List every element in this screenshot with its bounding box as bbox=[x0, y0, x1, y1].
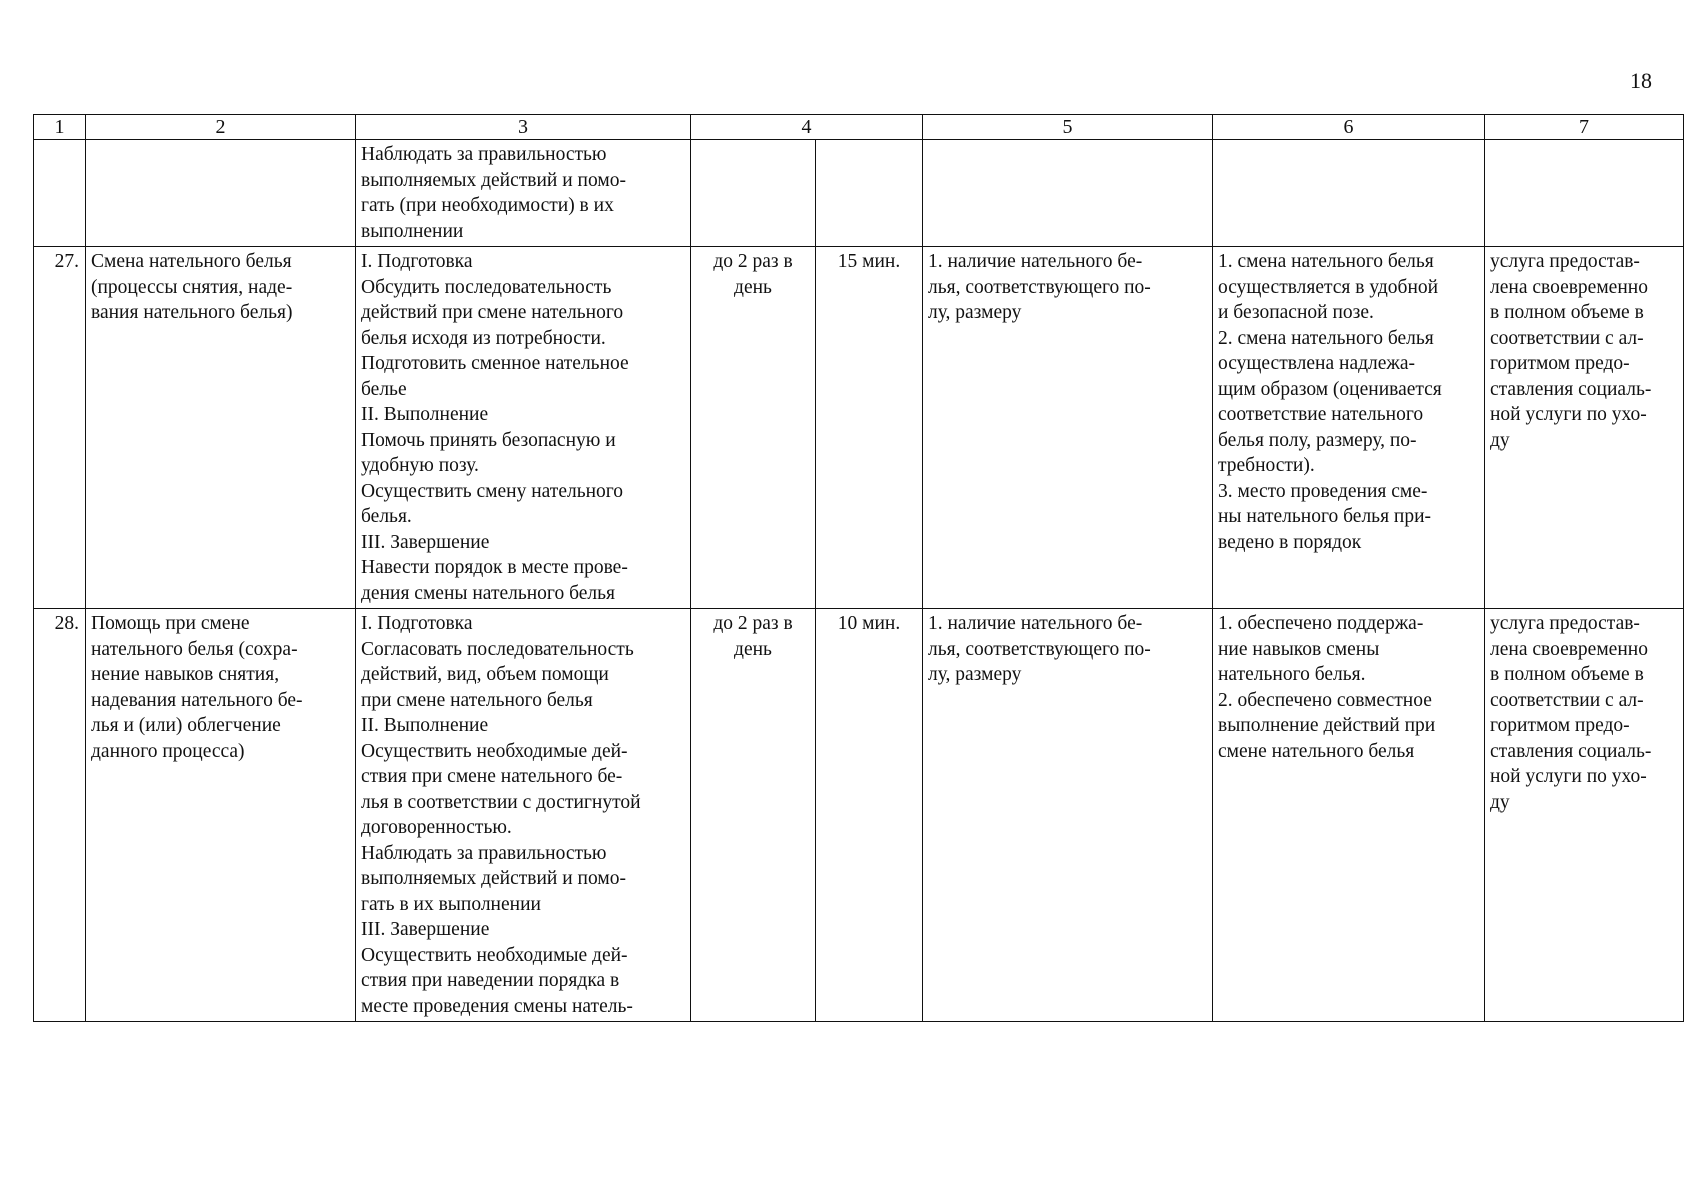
text-line: и безопасной позе. bbox=[1218, 302, 1374, 323]
text-line: лу, размеру bbox=[928, 302, 1022, 323]
text-line: при смене нательного белья bbox=[361, 689, 593, 711]
text-line: Навести порядок в месте прове- bbox=[361, 557, 628, 578]
text-line: белья полу, размеру, по- bbox=[1218, 429, 1417, 451]
text-line: горитмом предо- bbox=[1490, 353, 1630, 374]
text-line: осуществлена надлежа- bbox=[1218, 353, 1416, 374]
text-line: III. Завершение bbox=[361, 919, 490, 940]
text-line: 1. наличие нательного бе- bbox=[928, 251, 1143, 272]
duration-cell: 15 мин. bbox=[816, 247, 923, 609]
text-line: до 2 раз в bbox=[713, 613, 793, 634]
text-line: выполняемых действий и помо- bbox=[361, 169, 626, 191]
text-line: соответствии с ал- bbox=[1490, 689, 1644, 711]
result-cell bbox=[1485, 247, 1684, 609]
text-line: Смена нательного белья bbox=[91, 251, 292, 272]
text-line: лья, соответствующего по- bbox=[928, 638, 1151, 660]
text-line: месте проведения смены натель- bbox=[361, 995, 633, 1017]
text-line: ставления социаль- bbox=[1490, 378, 1652, 400]
text-line: гать (при необходимости) в их bbox=[361, 195, 614, 216]
text-line: лья и (или) облегчение bbox=[91, 715, 281, 736]
conditions-cell bbox=[923, 247, 1213, 609]
text-line: ствия при наведении порядка в bbox=[361, 970, 620, 991]
header-col-2: 2 bbox=[86, 115, 356, 140]
table-row bbox=[34, 609, 1684, 1022]
text-line: 1. обеспечено поддержа- bbox=[1218, 613, 1424, 634]
frequency-cell bbox=[691, 247, 816, 609]
text-line: лу, размеру bbox=[928, 664, 1022, 685]
header-col-5: 5 bbox=[923, 115, 1213, 140]
text-line: смене нательного белья bbox=[1218, 740, 1415, 762]
text-line: щим образом (оценивается bbox=[1218, 378, 1442, 400]
text-line: в полном объеме в bbox=[1490, 664, 1644, 685]
text-line: дения смены нательного белья bbox=[361, 582, 615, 604]
text-line: удобную позу. bbox=[361, 455, 479, 476]
text-line: нательного белья (сохра- bbox=[91, 638, 298, 660]
text-line: белье bbox=[361, 378, 407, 400]
continuation-algorithm-cell bbox=[356, 140, 691, 247]
service-name-cell bbox=[86, 609, 356, 1022]
service-name-cell bbox=[86, 247, 356, 609]
text-line: 2. обеспечено совместное bbox=[1218, 689, 1432, 711]
conditions-cell bbox=[923, 609, 1213, 1022]
text-line: I. Подготовка bbox=[361, 613, 473, 634]
text-line: 1. смена нательного белья bbox=[1218, 251, 1434, 272]
text-line: Согласовать последовательность bbox=[361, 638, 634, 660]
row-number: 27. bbox=[34, 247, 86, 609]
text-line: Наблюдать за правильностью bbox=[361, 144, 607, 165]
result-cell bbox=[1485, 609, 1684, 1022]
text-line: Помочь принять безопасную и bbox=[361, 429, 616, 451]
header-col-3: 3 bbox=[356, 115, 691, 140]
text-line: день bbox=[734, 276, 772, 298]
text-line: в полном объеме в bbox=[1490, 302, 1644, 323]
text-line: ду bbox=[1490, 791, 1510, 813]
header-col-4: 4 bbox=[691, 115, 923, 140]
text-line: III. Завершение bbox=[361, 531, 490, 553]
text-line: (процессы снятия, наде- bbox=[91, 276, 293, 298]
text-line: лья в соответствии с достигнутой bbox=[361, 791, 641, 813]
quality-cell bbox=[1213, 609, 1485, 1022]
text-line: ставления социаль- bbox=[1490, 740, 1652, 762]
text-line: выполнении bbox=[361, 220, 464, 242]
page-number: 18 bbox=[1630, 68, 1652, 93]
text-line: Осуществить необходимые дей- bbox=[361, 944, 628, 966]
header-col-7: 7 bbox=[1485, 115, 1684, 140]
text-line: Помощь при смене bbox=[91, 613, 250, 634]
text-line: данного процесса) bbox=[91, 740, 245, 762]
text-line: день bbox=[734, 638, 772, 660]
text-line: требности). bbox=[1218, 455, 1315, 476]
text-line: 2. смена нательного белья bbox=[1218, 327, 1434, 349]
text-line: Обсудить последовательность bbox=[361, 276, 612, 298]
algorithm-cell bbox=[356, 609, 691, 1022]
table-row bbox=[34, 247, 1684, 609]
row-number: 28. bbox=[34, 609, 86, 1022]
algorithm-cell bbox=[356, 247, 691, 609]
text-line: ной услуги по ухо- bbox=[1490, 404, 1647, 425]
text-line: до 2 раз в bbox=[713, 251, 793, 272]
frequency-cell bbox=[691, 609, 816, 1022]
text-line: ны нательного белья при- bbox=[1218, 506, 1432, 527]
text-line: 3. место проведения сме- bbox=[1218, 480, 1428, 502]
text-line: Подготовить сменное нательное bbox=[361, 353, 629, 374]
text-line: белья. bbox=[361, 506, 412, 527]
header-row bbox=[34, 115, 1684, 140]
header-col-1: 1 bbox=[34, 115, 86, 140]
text-line: выполнение действий при bbox=[1218, 715, 1436, 736]
duration-cell: 10 мин. bbox=[816, 609, 923, 1022]
text-line: нение навыков снятия, bbox=[91, 664, 280, 685]
continuation-row bbox=[34, 140, 1684, 247]
text-line: гать в их выполнении bbox=[361, 893, 541, 915]
header-col-6: 6 bbox=[1213, 115, 1485, 140]
text-line: надевания нательного бе- bbox=[91, 689, 303, 711]
text-line: вания нательного белья) bbox=[91, 302, 293, 323]
text-line: лья, соответствующего по- bbox=[928, 276, 1151, 298]
text-line: соответствие нательного bbox=[1218, 404, 1424, 425]
text-line: действий, вид, объем помощи bbox=[361, 664, 609, 685]
services-table bbox=[33, 114, 1684, 1022]
text-line: ние навыков смены bbox=[1218, 638, 1380, 660]
text-line: белья исходя из потребности. bbox=[361, 327, 606, 349]
text-line: II. Выполнение bbox=[361, 715, 489, 736]
text-line: ведено в порядок bbox=[1218, 531, 1362, 553]
text-line: Осуществить смену нательного bbox=[361, 480, 624, 502]
text-line: действий при смене нательного bbox=[361, 302, 624, 323]
text-line: горитмом предо- bbox=[1490, 715, 1630, 736]
text-line: лена своевременно bbox=[1490, 276, 1648, 298]
text-line: услуга предостав- bbox=[1490, 613, 1640, 634]
text-line: нательного белья. bbox=[1218, 664, 1366, 685]
text-line: Осуществить необходимые дей- bbox=[361, 740, 628, 762]
text-line: договоренностью. bbox=[361, 817, 512, 838]
quality-cell bbox=[1213, 247, 1485, 609]
text-line: соответствии с ал- bbox=[1490, 327, 1644, 349]
text-line: Наблюдать за правильностью bbox=[361, 842, 607, 864]
text-line: ствия при смене нательного бе- bbox=[361, 766, 623, 787]
text-line: осуществляется в удобной bbox=[1218, 276, 1439, 298]
text-line: II. Выполнение bbox=[361, 404, 489, 425]
text-line: 1. наличие нательного бе- bbox=[928, 613, 1143, 634]
text-line: услуга предостав- bbox=[1490, 251, 1640, 272]
text-line: I. Подготовка bbox=[361, 251, 473, 272]
text-line: ду bbox=[1490, 429, 1510, 451]
text-line: лена своевременно bbox=[1490, 638, 1648, 660]
text-line: выполняемых действий и помо- bbox=[361, 868, 626, 889]
text-line: ной услуги по ухо- bbox=[1490, 766, 1647, 787]
